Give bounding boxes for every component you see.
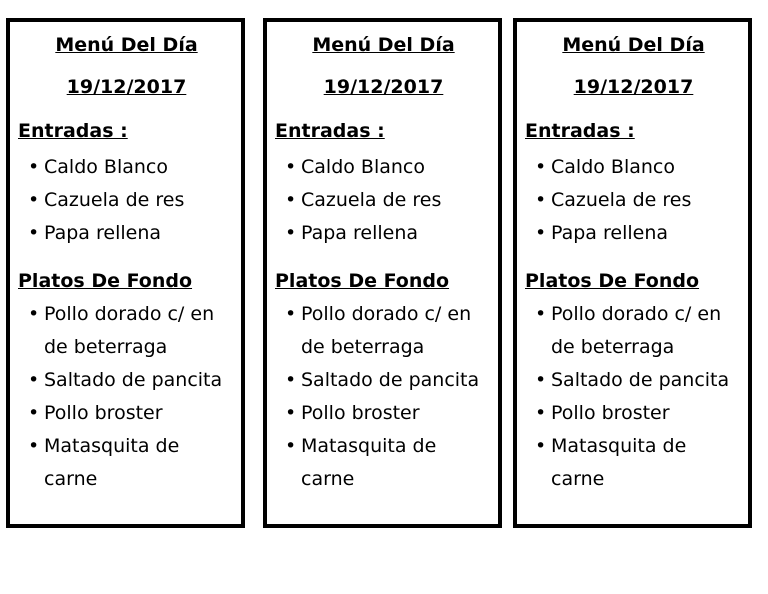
fondo-item: • Matasquita de carne: [20, 430, 233, 496]
fondo-item: • Pollo dorado c/ en de beterraga: [527, 298, 740, 364]
fondo-list: [20, 298, 233, 496]
menu-date: 19/12/2017: [573, 76, 694, 98]
entrada-item: • Cazuela de res: [20, 184, 233, 217]
fondo-item: • Pollo dorado c/ en de beterraga: [20, 298, 233, 364]
entradas-list: [277, 151, 490, 250]
fondo-item: • Pollo broster: [277, 397, 490, 430]
entrada-item: • Papa rellena: [20, 217, 233, 250]
menu-card-2: [263, 18, 502, 528]
fondo-list: [277, 298, 490, 496]
menu-card-1: [6, 18, 245, 528]
entradas-list: [20, 151, 233, 250]
fondo-heading: Platos De Fondo: [275, 270, 450, 292]
fondo-item: • Pollo broster: [527, 397, 740, 430]
fondo-item: • Saltado de pancita: [277, 364, 490, 397]
menu-date: 19/12/2017: [66, 76, 187, 98]
fondo-item: • Matasquita de carne: [527, 430, 740, 496]
entradas-heading: Entradas :: [275, 120, 385, 142]
fondo-item: • Matasquita de carne: [277, 430, 490, 496]
entrada-item: • Cazuela de res: [527, 184, 740, 217]
entrada-item: • Cazuela de res: [277, 184, 490, 217]
fondo-list: [527, 298, 740, 496]
entrada-item: • Caldo Blanco: [527, 151, 740, 184]
menu-title: Menú Del Día: [562, 34, 705, 56]
entrada-item: • Papa rellena: [277, 217, 490, 250]
menu-date: 19/12/2017: [323, 76, 444, 98]
fondo-item: • Pollo broster: [20, 397, 233, 430]
entrada-item: • Caldo Blanco: [20, 151, 233, 184]
entrada-item: • Caldo Blanco: [277, 151, 490, 184]
fondo-item: • Saltado de pancita: [20, 364, 233, 397]
entradas-list: [527, 151, 740, 250]
entrada-item: • Papa rellena: [527, 217, 740, 250]
menu-title: Menú Del Día: [55, 34, 198, 56]
fondo-item: • Saltado de pancita: [527, 364, 740, 397]
fondo-item: • Pollo dorado c/ en de beterraga: [277, 298, 490, 364]
menu-card-3: [513, 18, 752, 528]
menu-title: Menú Del Día: [312, 34, 455, 56]
fondo-heading: Platos De Fondo: [18, 270, 193, 292]
fondo-heading: Platos De Fondo: [525, 270, 700, 292]
entradas-heading: Entradas :: [525, 120, 635, 142]
entradas-heading: Entradas :: [18, 120, 128, 142]
